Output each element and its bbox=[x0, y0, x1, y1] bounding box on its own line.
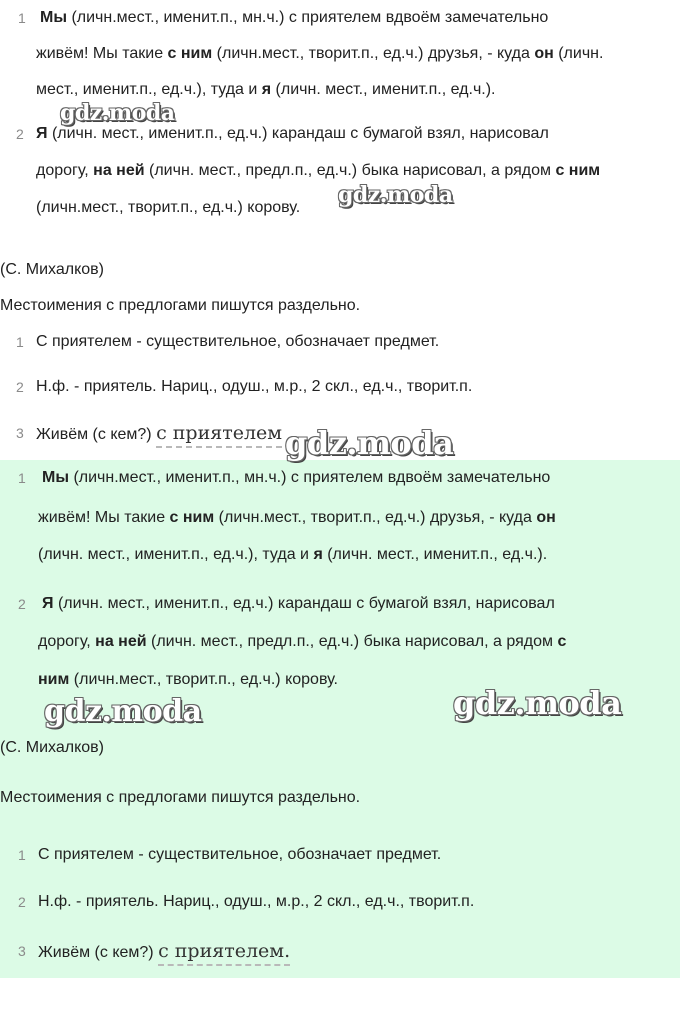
rule-line: Местоимения с предлогами пишутся раздельно. bbox=[0, 789, 361, 806]
list-number: 2 bbox=[16, 379, 24, 395]
list-number: 1 bbox=[16, 334, 24, 350]
list-number: 1 bbox=[18, 470, 26, 486]
list-number: 1 bbox=[18, 847, 26, 863]
text-line: живём! Мы такие с ним (личн.мест., творит.п., ед.ч.) друзья, - куда он (личн. bbox=[36, 45, 604, 62]
text-line: ним (личн.мест., творит.п., ед.ч.) корову. bbox=[38, 671, 338, 688]
text-line: (личн. мест., именит.п., ед.ч.), туда и я (личн. мест., именит.п., ед.ч.). bbox=[38, 546, 548, 563]
watermark: gdz.moda bbox=[44, 694, 202, 729]
list-number: 2 bbox=[18, 894, 26, 910]
text-line: мест., именит.п., ед.ч.), туда и я (личн. мест., именит.п., ед.ч.). bbox=[36, 81, 496, 98]
watermark: gdz.moda bbox=[453, 684, 622, 722]
text-line: Я (личн. мест., именит.п., ед.ч.) карандаш с бумагой взял, нарисовал bbox=[42, 595, 555, 612]
text-line: Я (личн. мест., именит.п., ед.ч.) карандаш с бумагой взял, нарисовал bbox=[36, 125, 549, 142]
list-number: 3 bbox=[16, 425, 24, 441]
text-line: Мы (личн.мест., именит.п., мн.ч.) с приятелем вдвоём замечательно bbox=[42, 469, 551, 486]
author-line: (С. Михалков) bbox=[0, 261, 104, 278]
list-item: Живём (с кем?) с приятелем. bbox=[38, 941, 290, 963]
rule-line: Местоимения с предлогами пишутся раздельно. bbox=[0, 297, 361, 314]
text-line: дорогу, на ней (личн. мест., предл.п., ед.ч.) быка нарисовал, а рядом с bbox=[38, 633, 567, 650]
watermark: gdz.moda bbox=[285, 424, 454, 462]
text-line: Мы (личн.мест., именит.п., мн.ч.) с приятелем вдвоём замечательно bbox=[40, 9, 549, 26]
list-item: Н.ф. - приятель. Нариц., одуш., м.р., 2 скл., ед.ч., творит.п. bbox=[36, 378, 473, 395]
list-number: 3 bbox=[18, 943, 26, 959]
list-item: Живём (с кем?) с приятелем bbox=[36, 423, 282, 445]
top-section bbox=[0, 0, 680, 460]
handwritten-answer: с приятелем. bbox=[158, 940, 290, 966]
author-line: (С. Михалков) bbox=[0, 739, 104, 756]
text-line: (личн.мест., творит.п., ед.ч.) корову. bbox=[36, 199, 301, 216]
handwritten-answer: с приятелем bbox=[156, 422, 282, 448]
watermark: gdz.moda bbox=[60, 100, 175, 126]
list-item: С приятелем - существительное, обозначает предмет. bbox=[36, 333, 440, 350]
list-item: С приятелем - существительное, обозначает предмет. bbox=[38, 846, 442, 863]
watermark: gdz.moda bbox=[338, 182, 453, 208]
list-number: 2 bbox=[16, 126, 24, 142]
list-number: 1 bbox=[18, 10, 26, 26]
list-number: 2 bbox=[18, 596, 26, 612]
text-line: живём! Мы такие с ним (личн.мест., творит.п., ед.ч.) друзья, - куда он bbox=[38, 509, 556, 526]
list-item: Н.ф. - приятель. Нариц., одуш., м.р., 2 скл., ед.ч., творит.п. bbox=[38, 893, 475, 910]
text-line: дорогу, на ней (личн. мест., предл.п., ед.ч.) быка нарисовал, а рядом с ним bbox=[36, 162, 601, 179]
